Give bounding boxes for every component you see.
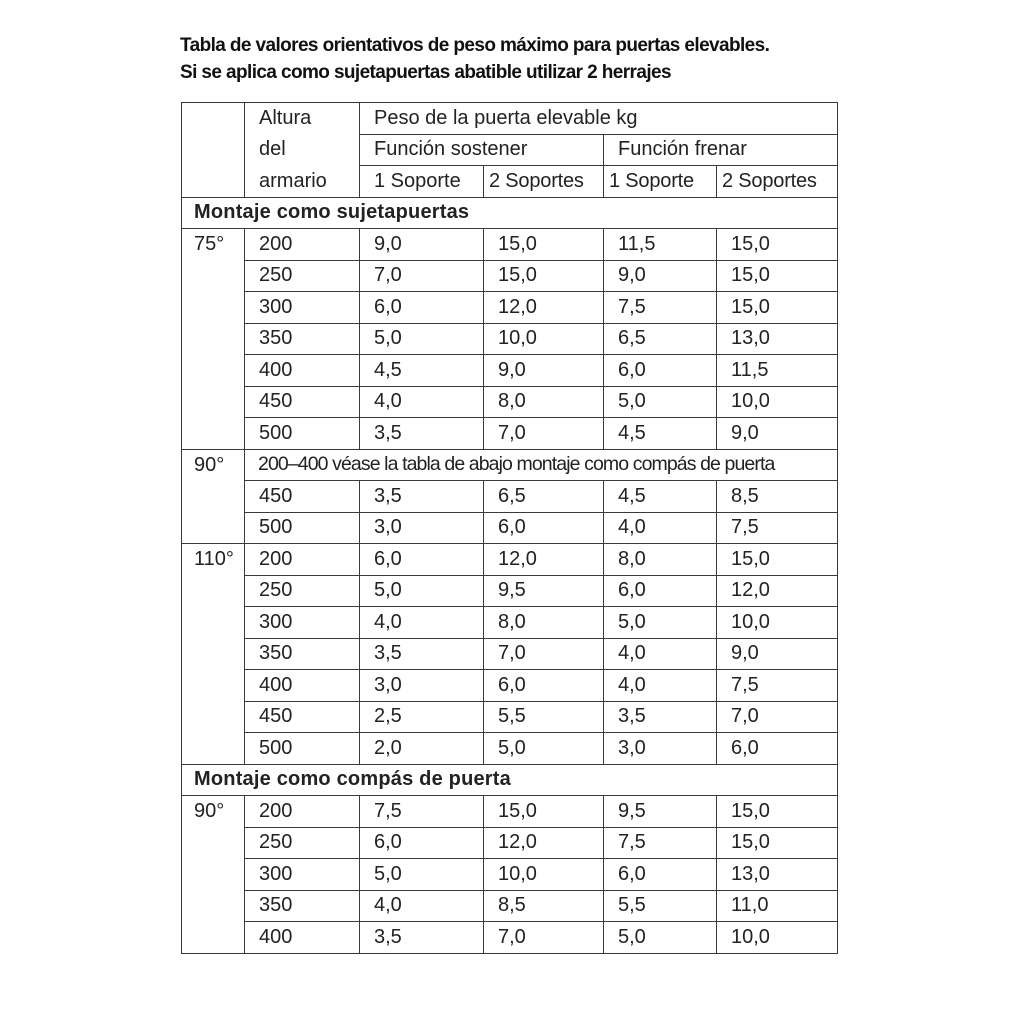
cabinet-height-cell: 250 [245, 575, 360, 607]
brake-2-supports-cell: 13,0 [717, 859, 838, 891]
hold-1-support-cell: 4,0 [360, 890, 484, 922]
hold-2-supports-cell: 9,5 [484, 575, 604, 607]
cabinet-height-cell: 400 [245, 922, 360, 954]
brake-2-supports-cell: 7,0 [717, 701, 838, 733]
angle-cell: 90° [182, 796, 245, 954]
brake-1-support-cell: 5,0 [604, 922, 717, 954]
brake-1-support-cell: 8,0 [604, 544, 717, 576]
brake-2-supports-cell: 15,0 [717, 229, 838, 261]
hold-2-supports-cell: 15,0 [484, 229, 604, 261]
hold-2-supports-cell: 12,0 [484, 292, 604, 324]
brake-1-support-cell: 4,0 [604, 670, 717, 702]
hold-2-supports-cell: 8,0 [484, 386, 604, 418]
cabinet-height-cell: 300 [245, 607, 360, 639]
table-row [182, 292, 838, 324]
hold-1-support-cell: 3,5 [360, 481, 484, 513]
angle-cell: 90° [182, 449, 245, 544]
cabinet-height-cell: 200 [245, 229, 360, 261]
hold-2-supports-cell: 6,5 [484, 481, 604, 513]
header-weight: Peso de la puerta elevable kg [360, 103, 838, 135]
hold-1-support-cell: 6,0 [360, 827, 484, 859]
cabinet-height-cell: 200 [245, 544, 360, 576]
table-row [182, 575, 838, 607]
hold-2-supports-cell: 15,0 [484, 796, 604, 828]
hold-2-supports-cell: 10,0 [484, 323, 604, 355]
header-height-line2: del [245, 134, 360, 166]
header-brake-2-supports: 2 Soportes [717, 166, 838, 198]
header-row [182, 103, 838, 135]
hold-1-support-cell: 3,5 [360, 638, 484, 670]
group-75-degrees [182, 229, 838, 450]
header-corner-cell [182, 103, 245, 198]
hold-1-support-cell: 9,0 [360, 229, 484, 261]
section-title-row [182, 764, 838, 796]
section-title-door-stay: Montaje como compás de puerta [182, 764, 838, 796]
brake-2-supports-cell: 10,0 [717, 386, 838, 418]
brake-1-support-cell: 4,0 [604, 638, 717, 670]
hold-2-supports-cell: 8,0 [484, 607, 604, 639]
brake-2-supports-cell: 10,0 [717, 922, 838, 954]
hold-1-support-cell: 5,0 [360, 323, 484, 355]
hold-1-support-cell: 2,0 [360, 733, 484, 765]
brake-1-support-cell: 5,0 [604, 386, 717, 418]
header-function-hold: Función sostener [360, 134, 604, 166]
brake-1-support-cell: 5,5 [604, 890, 717, 922]
hold-1-support-cell: 6,0 [360, 292, 484, 324]
section-door-stay [182, 764, 838, 796]
cabinet-height-cell: 350 [245, 890, 360, 922]
brake-1-support-cell: 5,0 [604, 607, 717, 639]
cabinet-height-cell: 400 [245, 670, 360, 702]
brake-2-supports-cell: 11,5 [717, 355, 838, 387]
brake-2-supports-cell: 6,0 [717, 733, 838, 765]
brake-1-support-cell: 4,0 [604, 512, 717, 544]
brake-2-supports-cell: 12,0 [717, 575, 838, 607]
hold-1-support-cell: 4,0 [360, 386, 484, 418]
brake-1-support-cell: 11,5 [604, 229, 717, 261]
angle-cell: 110° [182, 544, 245, 765]
section-title-row [182, 197, 838, 229]
hold-1-support-cell: 5,0 [360, 575, 484, 607]
hold-2-supports-cell: 12,0 [484, 827, 604, 859]
hold-1-support-cell: 4,5 [360, 355, 484, 387]
brake-2-supports-cell: 9,0 [717, 638, 838, 670]
hold-1-support-cell: 7,5 [360, 796, 484, 828]
header-row [182, 166, 838, 198]
brake-1-support-cell: 7,5 [604, 827, 717, 859]
hold-1-support-cell: 2,5 [360, 701, 484, 733]
brake-1-support-cell: 6,0 [604, 355, 717, 387]
table-header [182, 103, 838, 198]
brake-2-supports-cell: 11,0 [717, 890, 838, 922]
cabinet-height-cell: 450 [245, 481, 360, 513]
brake-2-supports-cell: 8,5 [717, 481, 838, 513]
cabinet-height-cell: 450 [245, 701, 360, 733]
note-row [182, 449, 838, 481]
section-title-door-holder: Montaje como sujetapuertas [182, 197, 838, 229]
brake-1-support-cell: 4,5 [604, 481, 717, 513]
hold-1-support-cell: 3,0 [360, 512, 484, 544]
cabinet-height-cell: 300 [245, 859, 360, 891]
group-110-degrees [182, 544, 838, 765]
brake-1-support-cell: 7,5 [604, 292, 717, 324]
cabinet-height-cell: 300 [245, 292, 360, 324]
brake-2-supports-cell: 9,0 [717, 418, 838, 450]
weight-table [181, 102, 838, 954]
hold-1-support-cell: 3,5 [360, 922, 484, 954]
brake-2-supports-cell: 15,0 [717, 544, 838, 576]
hold-1-support-cell: 4,0 [360, 607, 484, 639]
table-row [182, 229, 838, 261]
hold-1-support-cell: 5,0 [360, 859, 484, 891]
group-90-degrees-holder [182, 449, 838, 544]
hold-2-supports-cell: 6,0 [484, 512, 604, 544]
brake-1-support-cell: 6,5 [604, 323, 717, 355]
header-height-line3: armario [245, 166, 360, 198]
table-row [182, 544, 838, 576]
title-line-2: Si se aplica como sujetapuertas abatible utilizar 2 herrajes [180, 62, 671, 83]
table-row [182, 670, 838, 702]
table-row [182, 355, 838, 387]
brake-1-support-cell: 3,0 [604, 733, 717, 765]
cabinet-height-cell: 250 [245, 260, 360, 292]
brake-1-support-cell: 3,5 [604, 701, 717, 733]
hold-1-support-cell: 3,0 [360, 670, 484, 702]
brake-2-supports-cell: 15,0 [717, 292, 838, 324]
cabinet-height-cell: 500 [245, 512, 360, 544]
header-height-line1: Altura [245, 103, 360, 135]
group-90-degrees-stay [182, 796, 838, 954]
table-row [182, 701, 838, 733]
table-row [182, 733, 838, 765]
header-row [182, 134, 838, 166]
brake-1-support-cell: 6,0 [604, 575, 717, 607]
title-line-1: Tabla de valores orientativos de peso máximo para puertas elevables. [180, 35, 770, 56]
brake-2-supports-cell: 15,0 [717, 827, 838, 859]
header-hold-1-support: 1 Soporte [360, 166, 484, 198]
brake-2-supports-cell: 13,0 [717, 323, 838, 355]
cabinet-height-cell: 350 [245, 323, 360, 355]
brake-2-supports-cell: 7,5 [717, 512, 838, 544]
table-row [182, 827, 838, 859]
hold-1-support-cell: 6,0 [360, 544, 484, 576]
section-door-holder [182, 197, 838, 229]
brake-1-support-cell: 9,5 [604, 796, 717, 828]
cabinet-height-cell: 500 [245, 733, 360, 765]
table-row [182, 323, 838, 355]
cabinet-height-cell: 350 [245, 638, 360, 670]
note-cell: 200–400 véase la tabla de abajo montaje como compás de puerta [245, 449, 838, 481]
table-row [182, 260, 838, 292]
brake-1-support-cell: 9,0 [604, 260, 717, 292]
hold-2-supports-cell: 7,0 [484, 418, 604, 450]
table-row [182, 512, 838, 544]
table-row [182, 481, 838, 513]
hold-2-supports-cell: 7,0 [484, 638, 604, 670]
brake-1-support-cell: 6,0 [604, 859, 717, 891]
table-row [182, 418, 838, 450]
hold-1-support-cell: 7,0 [360, 260, 484, 292]
table-row [182, 890, 838, 922]
hold-2-supports-cell: 7,0 [484, 922, 604, 954]
cabinet-height-cell: 200 [245, 796, 360, 828]
cabinet-height-cell: 250 [245, 827, 360, 859]
table-row [182, 796, 838, 828]
table-row [182, 386, 838, 418]
brake-2-supports-cell: 10,0 [717, 607, 838, 639]
cabinet-height-cell: 450 [245, 386, 360, 418]
angle-cell: 75° [182, 229, 245, 450]
hold-2-supports-cell: 15,0 [484, 260, 604, 292]
hold-2-supports-cell: 9,0 [484, 355, 604, 387]
hold-2-supports-cell: 5,0 [484, 733, 604, 765]
hold-2-supports-cell: 6,0 [484, 670, 604, 702]
hold-2-supports-cell: 8,5 [484, 890, 604, 922]
cabinet-height-cell: 500 [245, 418, 360, 450]
header-function-brake: Función frenar [604, 134, 838, 166]
table-row [182, 922, 838, 954]
hold-2-supports-cell: 5,5 [484, 701, 604, 733]
document-title [180, 32, 880, 86]
table-row [182, 859, 838, 891]
brake-1-support-cell: 4,5 [604, 418, 717, 450]
cabinet-height-cell: 400 [245, 355, 360, 387]
brake-2-supports-cell: 7,5 [717, 670, 838, 702]
brake-2-supports-cell: 15,0 [717, 260, 838, 292]
hold-1-support-cell: 3,5 [360, 418, 484, 450]
hold-2-supports-cell: 12,0 [484, 544, 604, 576]
table-row [182, 607, 838, 639]
header-brake-1-support: 1 Soporte [604, 166, 717, 198]
table-row [182, 638, 838, 670]
header-hold-2-supports: 2 Soportes [484, 166, 604, 198]
brake-2-supports-cell: 15,0 [717, 796, 838, 828]
hold-2-supports-cell: 10,0 [484, 859, 604, 891]
